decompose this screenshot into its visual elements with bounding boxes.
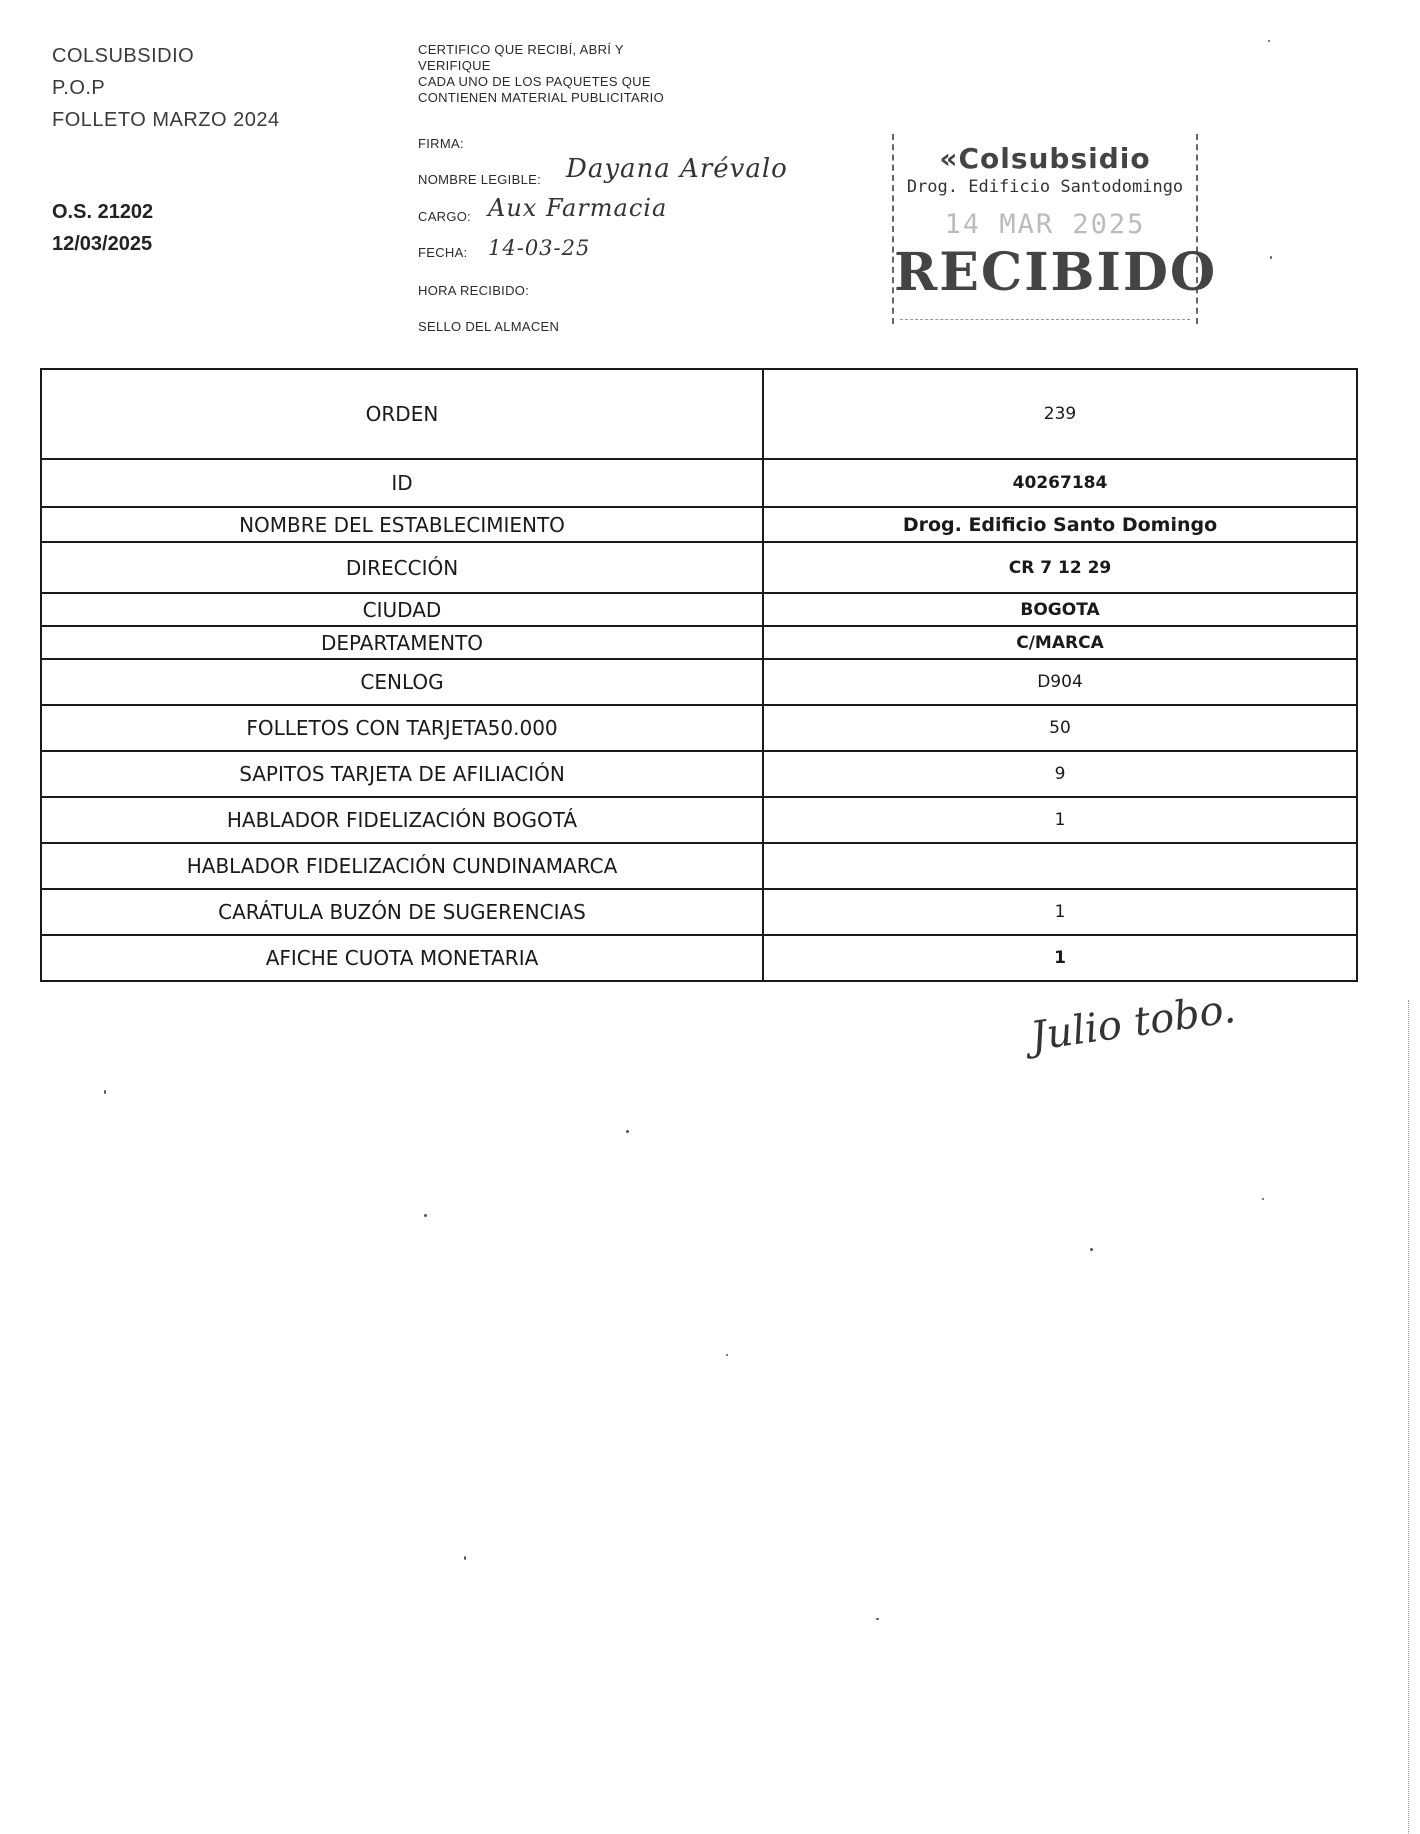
row-label: HABLADOR FIDELIZACIÓN BOGOTÁ	[41, 797, 763, 843]
order-date: 12/03/2025	[52, 233, 153, 255]
pop-label: P.O.P	[52, 77, 106, 99]
row-label: CIUDAD	[41, 593, 763, 626]
row-label: NOMBRE DEL ESTABLECIMIENTO	[41, 507, 763, 542]
row-label: ID	[41, 459, 763, 507]
stamp-underline	[900, 319, 1190, 320]
table-row	[41, 797, 1357, 843]
row-value: 239	[763, 369, 1357, 459]
row-label: DIRECCIÓN	[41, 542, 763, 593]
row-label: CARÁTULA BUZÓN DE SUGERENCIAS	[41, 889, 763, 935]
scan-speck	[1090, 1248, 1093, 1251]
nombre-label: NOMBRE LEGIBLE:	[418, 172, 541, 187]
certificate-text	[418, 42, 798, 106]
cert-line: CERTIFICO QUE RECIBÍ, ABRÍ Y	[418, 42, 624, 57]
row-label: SAPITOS TARJETA DE AFILIACIÓN	[41, 751, 763, 797]
table-row	[41, 369, 1357, 459]
stamp-brand: «Colsubsidio	[939, 142, 1151, 175]
row-value: C/MARCA	[763, 626, 1357, 659]
company-name: COLSUBSIDIO	[52, 45, 195, 67]
firma-label: FIRMA:	[418, 136, 464, 151]
scan-speck	[1268, 40, 1270, 42]
hora-label: HORA RECIBIDO:	[418, 283, 530, 298]
delivery-table	[40, 368, 1358, 982]
row-value: 1	[763, 935, 1357, 981]
row-value: 40267184	[763, 459, 1357, 507]
row-label: CENLOG	[41, 659, 763, 705]
table-row	[41, 626, 1357, 659]
cargo-label: CARGO:	[418, 209, 472, 224]
received-stamp	[892, 134, 1218, 324]
table-row	[41, 593, 1357, 626]
cert-line: VERIFIQUE	[418, 58, 491, 73]
row-value	[763, 843, 1357, 889]
stamp-branch: Drog. Edificio Santodomingo	[906, 177, 1184, 197]
scan-speck	[726, 1354, 728, 1356]
scan-speck	[464, 1556, 466, 1560]
scan-edge	[1408, 1000, 1410, 1834]
table-row	[41, 889, 1357, 935]
table-row	[41, 751, 1357, 797]
nombre-handwritten: Dayana Arévalo	[566, 154, 788, 184]
scan-speck	[1262, 1198, 1264, 1200]
handwritten-signature: Julio tobo.	[1027, 985, 1239, 1061]
table-row	[41, 542, 1357, 593]
row-label: FOLLETOS CON TARJETA50.000	[41, 705, 763, 751]
cargo-handwritten: Aux Farmacia	[488, 194, 668, 222]
row-label: AFICHE CUOTA MONETARIA	[41, 935, 763, 981]
folleto-label: FOLLETO MARZO 2024	[52, 109, 280, 131]
stamp-status: RECIBIDO	[894, 242, 1218, 303]
row-value: BOGOTA	[763, 593, 1357, 626]
scan-speck	[1270, 256, 1272, 259]
sello-label: SELLO DEL ALMACEN	[418, 319, 560, 334]
table-row	[41, 843, 1357, 889]
table-row	[41, 935, 1357, 981]
document-header	[52, 40, 280, 136]
cert-line: CADA UNO DE LOS PAQUETES QUE	[418, 74, 651, 89]
fecha-label: FECHA:	[418, 245, 468, 260]
stamp-date: 14 MAR 2025	[944, 209, 1146, 240]
row-label: HABLADOR FIDELIZACIÓN CUNDINAMARCA	[41, 843, 763, 889]
row-label: DEPARTAMENTO	[41, 626, 763, 659]
fecha-handwritten: 14-03-25	[488, 236, 591, 260]
table-row	[41, 507, 1357, 542]
cert-line: CONTIENEN MATERIAL PUBLICITARIO	[418, 90, 664, 105]
row-value: CR 7 12 29	[763, 542, 1357, 593]
row-value: 1	[763, 797, 1357, 843]
order-info	[52, 196, 153, 260]
scan-speck	[876, 1618, 879, 1620]
row-label: ORDEN	[41, 369, 763, 459]
scan-speck	[424, 1214, 427, 1217]
row-value: Drog. Edificio Santo Domingo	[763, 507, 1357, 542]
row-value: 9	[763, 751, 1357, 797]
row-value: 50	[763, 705, 1357, 751]
table-row	[41, 459, 1357, 507]
row-value: D904	[763, 659, 1357, 705]
table-row	[41, 659, 1357, 705]
scan-speck	[626, 1130, 629, 1133]
os-number: O.S. 21202	[52, 201, 154, 223]
table-row	[41, 705, 1357, 751]
scan-speck	[104, 1090, 106, 1094]
row-value: 1	[763, 889, 1357, 935]
